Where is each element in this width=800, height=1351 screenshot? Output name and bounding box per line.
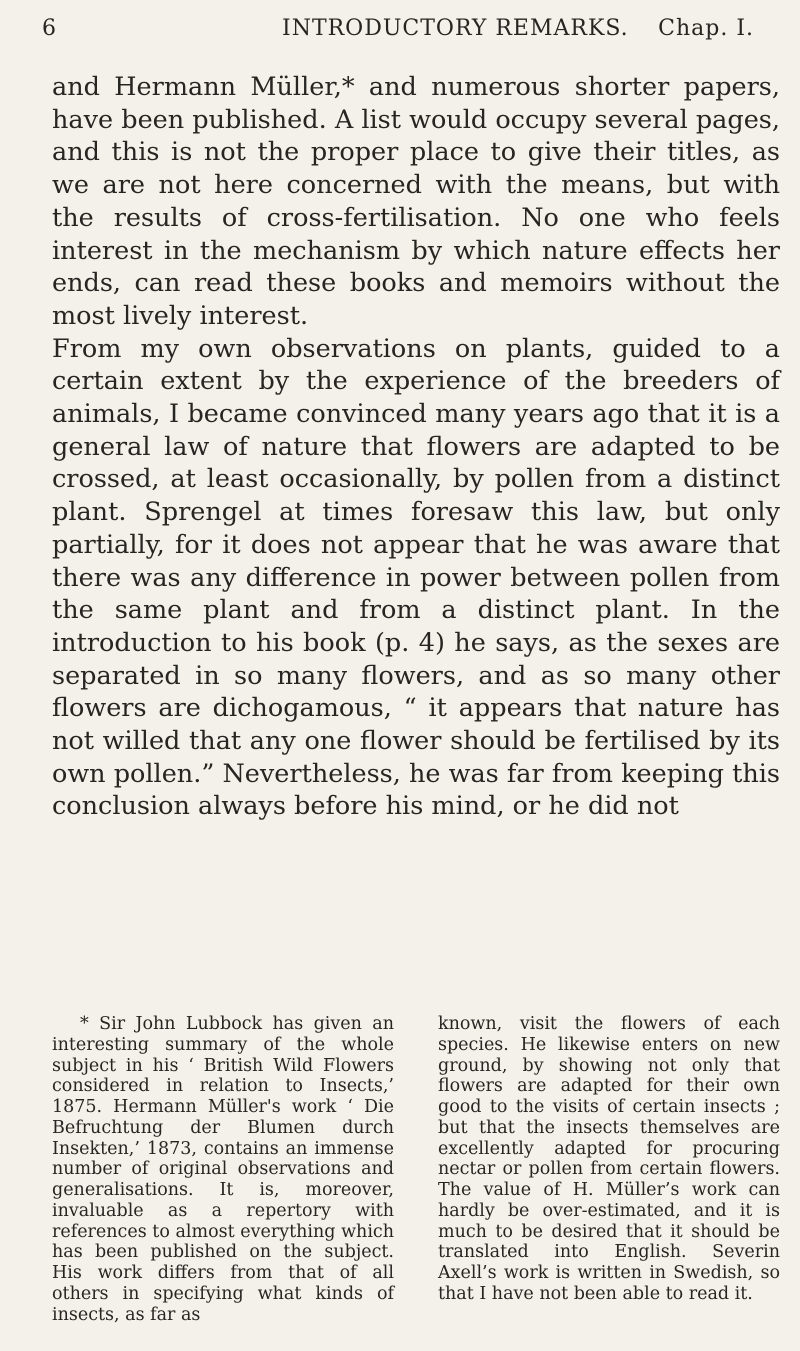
footnote-column-right: known, visit the flowers of each species. He likewise enters on new ground, by showing not only that flowers are adapted for their own good to the visits of certain insects ; but that the insects themselves are excellently adapted for procuring nectar or pollen from certain flowers. The value of H. Müller’s work can hardly be over-estimated, and it is much to be desired that it should be translated into English. Severin Axell’s work is written in Swedish, so that I have not been able to read it. [438,1014,780,1304]
footnote [52,1014,780,1325]
paragraph: and Hermann Müller,* and numerous shorter papers, have been published. A list would occupy several pages, and this is not the proper place to give their titles, as we are not here concerned with the means, but with the results of cross-fertilisation. No one who feels interest in the mechanism by which nature effects her ends, can read these books and memoirs without the most lively interest. [52,72,780,331]
page-number: 6 [42,16,57,41]
running-title: INTRODUCTORY REMARKS. [282,16,629,41]
paragraph: From my own observations on plants, guided to a certain extent by the experience of the breeders of animals, I became convinced many years ago that it is a general law of nature that flowers are adapted to be crossed, at least occasionally, by pollen from a distinct plant. Sprengel at times foresaw this law, but only partially, for it does not appear that he was aware that there was any difference in power between pollen from the same plant and from a distinct plant. In the introduction to his book (p. 4) he says, as the sexes are separated in so many flowers, and as so many other flowers are dichogamous, “ it appears that nature has not willed that any one flower should be fertilised by its own pollen.” Nevertheless, he was far from keeping this conclusion always before his mind, or he did not [52,333,780,822]
footnote-column-left: * Sir John Lubbock has given an interesting summary of the whole subject in his ‘ British Wild Flowers considered in relation to Insects,’ 1875. Hermann Müller's work ‘ Die Befruchtung der Blumen durch Insekten,’ 1873, contains an immense number of original observations and generalisations. It is, moreover, invaluable as a repertory with references to almost everything which has been published on the subject. His work differs from that of all others in specifying what kinds of insects, as far as [52,1014,394,1325]
chapter-label: Chap. I. [658,16,754,41]
running-header [42,16,754,50]
body-text [52,71,780,823]
